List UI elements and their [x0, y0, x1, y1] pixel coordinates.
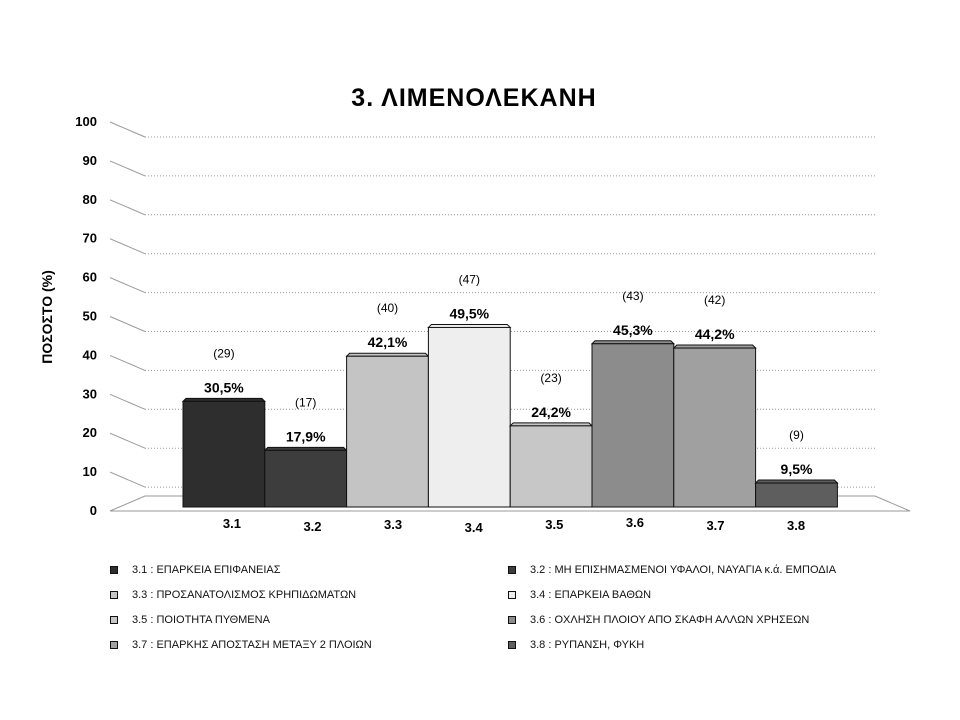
- grid-diagonal: [110, 200, 145, 215]
- legend-label: 3.4 : ΕΠΑΡΚΕΙΑ ΒΑΘΩΝ: [530, 589, 652, 601]
- y-tick-label: 60: [82, 269, 97, 285]
- legend-swatch: [508, 641, 516, 649]
- bar-count-label: (47): [458, 272, 480, 287]
- x-tick-label: 3.3: [384, 517, 403, 532]
- y-tick-label: 90: [82, 152, 97, 168]
- legend-item: [110, 562, 281, 578]
- bar-value-label: 44,2%: [694, 326, 735, 343]
- bar-value-label: 42,1%: [367, 334, 408, 351]
- legend-swatch: [110, 641, 118, 649]
- bar-count-label: (42): [704, 293, 726, 308]
- legend-label: 3.6 : ΟΧΛΗΣΗ ΠΛΟΙΟΥ ΑΠΟ ΣΚΑΦΗ ΑΛΛΩΝ ΧΡΗΣΕΩΝ: [530, 614, 810, 626]
- y-tick-label: 30: [82, 386, 97, 402]
- y-tick-label: 0: [89, 503, 97, 518]
- x-tick-label: 3.4: [464, 520, 483, 535]
- legend-label: 3.3 : ΠΡΟΣΑΝΑΤΟΛΙΣΜΟΣ ΚΡΗΠΙΔΩΜΑΤΩΝ: [132, 589, 357, 601]
- bar: [265, 450, 347, 507]
- grid-diagonal: [110, 317, 145, 332]
- bar: [347, 356, 429, 507]
- legend-swatch: [508, 616, 516, 624]
- legend-label: 3.7 : ΕΠΑΡΚΗΣ ΑΠΟΣΤΑΣΗ ΜΕΤΑΞΥ 2 ΠΛΟΙΩΝ: [132, 639, 372, 651]
- chart-title: 3. ΛΙΜΕΝΟΛΕΚΑΝΗ: [351, 84, 597, 112]
- grid-diagonal: [110, 239, 145, 254]
- y-tick-label: 10: [82, 464, 97, 480]
- y-tick-label: 80: [82, 191, 97, 207]
- legend-swatch: [508, 566, 516, 574]
- bar-value-label: 30,5%: [204, 379, 244, 396]
- legend-item: [508, 587, 651, 603]
- y-tick-label: 100: [75, 114, 97, 129]
- grid-diagonal: [110, 472, 145, 487]
- bar-count-label: (40): [376, 301, 399, 316]
- bar: [510, 426, 592, 507]
- bars: [183, 272, 837, 507]
- legend-item: [508, 612, 809, 628]
- bar-count-label: (9): [789, 428, 804, 443]
- y-axis-label: ΠΟΣΟΣΤΟ (%): [39, 270, 55, 364]
- bar: [592, 344, 674, 507]
- legend-item: [508, 637, 644, 653]
- bar-value-label: 49,5%: [449, 305, 490, 322]
- x-tick-label: 3.2: [303, 519, 322, 534]
- legend-label: 3.1 : ΕΠΑΡΚΕΙΑ ΕΠΙΦΑΝΕΙΑΣ: [132, 564, 281, 576]
- bar-value-label: 45,3%: [613, 321, 653, 338]
- legend-swatch: [110, 566, 118, 574]
- x-axis-ticks: [223, 515, 805, 535]
- legend-swatch: [110, 616, 118, 624]
- grid-diagonal: [110, 394, 145, 409]
- bar-value-label: 9,5%: [780, 461, 813, 478]
- legend-item: [110, 612, 270, 628]
- legend-label: 3.2 : ΜΗ ΕΠΙΣΗΜΑΣΜΕΝΟΙ ΥΦΑΛΟΙ, ΝΑΥΑΓΙΑ κ.ά. ΕΜΠΟΔΙΑ: [530, 564, 837, 576]
- legend-label: 3.5 : ΠΟΙΟΤΗΤΑ ΠΥΘΜΕΝΑ: [132, 614, 270, 626]
- legend-swatch: [110, 591, 118, 599]
- legend-swatch: [508, 591, 516, 599]
- x-tick-label: 3.8: [787, 518, 806, 533]
- y-tick-label: 40: [82, 347, 97, 363]
- x-tick-label: 3.7: [706, 518, 725, 533]
- legend-item: [110, 637, 372, 653]
- bar-count-label: (17): [295, 395, 317, 410]
- y-tick-label: 70: [82, 230, 97, 246]
- x-tick-label: 3.6: [625, 515, 644, 530]
- bar-value-label: 24,2%: [531, 403, 571, 420]
- y-tick-label: 50: [82, 308, 97, 324]
- bar: [756, 483, 838, 507]
- legend-label: 3.8 : ΡΥΠΑΝΣΗ, ΦΥΚΗ: [530, 639, 645, 651]
- bar-value-label: 17,9%: [285, 428, 326, 445]
- x-tick-label: 3.5: [545, 517, 564, 532]
- bar-count-label: (43): [622, 288, 644, 303]
- bar-count-label: (29): [213, 346, 235, 361]
- grid-diagonal: [110, 355, 145, 370]
- x-tick-label: 3.1: [222, 516, 241, 531]
- legend-item: [508, 562, 836, 578]
- legend-item: [110, 587, 356, 603]
- grid-diagonal: [110, 278, 145, 293]
- bar: [428, 327, 510, 507]
- grid-diagonal: [110, 161, 145, 176]
- bar-count-label: (23): [540, 370, 562, 385]
- bar: [674, 348, 756, 507]
- grid-diagonal: [110, 433, 145, 448]
- grid-diagonal: [110, 122, 145, 137]
- bar: [183, 401, 265, 507]
- y-tick-label: 20: [82, 425, 97, 441]
- y-axis-ticks: [75, 114, 97, 518]
